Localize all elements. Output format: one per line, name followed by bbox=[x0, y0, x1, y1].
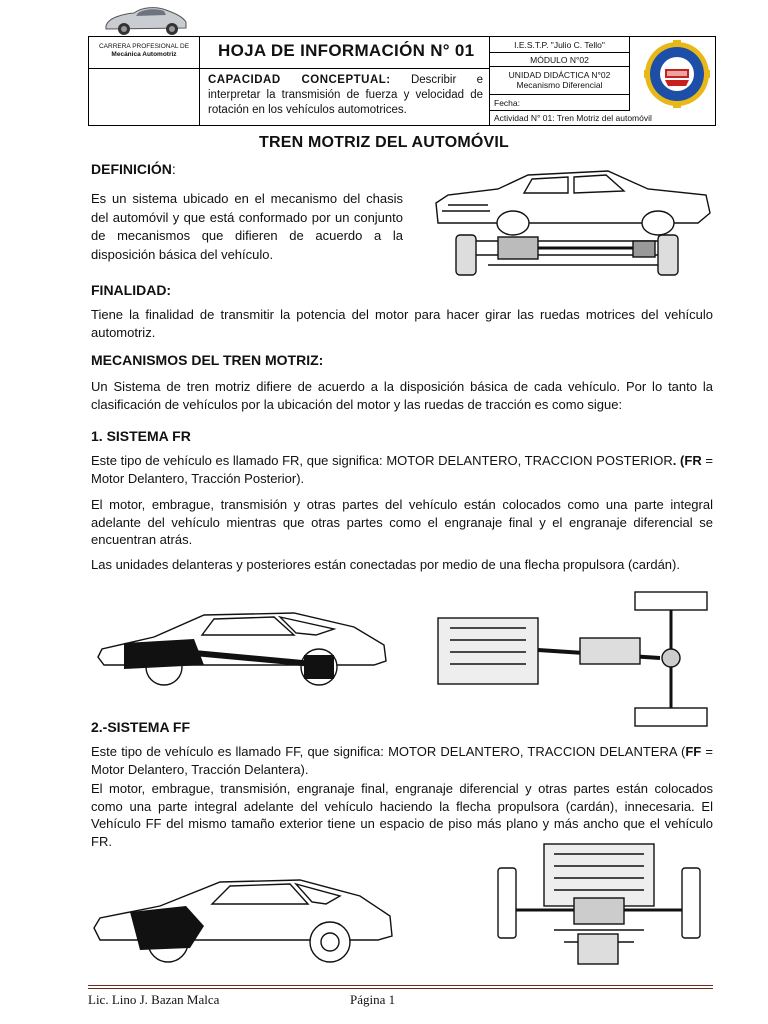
institute-cell bbox=[490, 37, 630, 53]
mecanismos-text: Un Sistema de tren motriz difiere de acuerdo a la disposición básica de cada vehículo. Por lo tanto la clasificación de vehículos por la ubicación del motor y las ruedas de tracción es como sigue: bbox=[91, 379, 713, 412]
fr-p1-b: . ( bbox=[672, 453, 685, 468]
footer-author: Lic. Lino J. Bazan Malca bbox=[88, 992, 220, 1007]
module-label: MÓDULO N°02 bbox=[530, 55, 589, 65]
institute-name: I.E.S.T.P. "Julio C. Tello" bbox=[514, 40, 605, 50]
finalidad-heading: FINALIDAD: bbox=[91, 282, 172, 298]
fr-paragraph-2: El motor, embrague, transmisión y otras partes del vehículo están colocados como una parte integral adelante del vehículo mientras que otras partes como el engranaje final y el engranaje diferencial se encuentran atrás. bbox=[91, 497, 713, 547]
module-cell bbox=[490, 53, 630, 67]
career-line2: Mecánica Automotriz bbox=[111, 51, 177, 58]
ff-paragraph-2: El motor, embrague, transmisión, engranaje final, engranaje diferencial y otras partes están colocados como una parte integral adelante del vehículo haciendo la flecha propulsora (cardán), innecesaria. El Vehículo FF del mismo tamaño exterior tiene un espacio de piso más plano y más ancho que el vehículo FR. bbox=[91, 781, 713, 849]
sheet-title-cell bbox=[200, 37, 490, 69]
ff-chassis-top-illustration bbox=[494, 838, 704, 978]
car-logo-icon bbox=[100, 2, 192, 38]
fr-car-side-illustration bbox=[94, 605, 394, 695]
career-cell-lower bbox=[89, 69, 200, 125]
activity-cell bbox=[490, 111, 715, 125]
sheet-title: HOJA DE INFORMACIÓN N° 01 bbox=[218, 41, 475, 60]
ff-p1-c: = Motor Delantero, Tracción Delantera). bbox=[91, 744, 713, 777]
career-cell bbox=[89, 37, 200, 69]
mecanismos-heading: MECANISMOS DEL TREN MOTRIZ: bbox=[91, 352, 324, 368]
unit-line1: UNIDAD DIDÁCTICA N°02 bbox=[508, 70, 611, 80]
date-cell bbox=[490, 95, 630, 111]
fr-p1-a: Este tipo de vehículo es llamado FR, que significa: MOTOR DELANTERO, TRACCION POSTERIOR bbox=[91, 453, 673, 468]
definicion-colon: : bbox=[171, 161, 176, 177]
ff-heading: 2.-SISTEMA FF bbox=[91, 719, 191, 735]
fr-p1-abbr: FR bbox=[684, 453, 702, 468]
activity-label: Actividad N° 01: Tren Motriz del automóvil bbox=[494, 113, 652, 123]
definicion-heading bbox=[91, 161, 176, 177]
footer-rule-inner bbox=[88, 988, 713, 989]
finalidad-text: Tiene la finalidad de transmitir la potencia del motor para hacer girar las ruedas motrices del vehículo automotriz. bbox=[91, 307, 713, 340]
fr-paragraph-1 bbox=[91, 452, 713, 487]
capacity-text: Describir e interpretar la transmisión de fuerza y velocidad de rotación en los vehículos automotrices. bbox=[208, 74, 483, 116]
definicion-text: Es un sistema ubicado en el mecanismo del chasis del automóvil y que está conformado por un conjunto de mecanismos que difieren de acuerdo a la disposición básica del vehículo. bbox=[91, 191, 403, 262]
unit-cell bbox=[490, 67, 630, 95]
fr-chassis-top-illustration bbox=[430, 590, 715, 730]
definicion-heading-text: DEFINICIÓN bbox=[91, 161, 172, 177]
career-line1: CARRERA PROFESIONAL DE bbox=[98, 43, 190, 50]
ff-paragraph-1 bbox=[91, 743, 713, 778]
ff-p1-abbr: FF bbox=[685, 744, 702, 759]
car-chassis-illustration bbox=[428, 165, 718, 290]
footer-rule bbox=[88, 985, 713, 986]
unit-line2: Mecanismo Diferencial bbox=[516, 80, 603, 90]
ff-p1-a: Este tipo de vehículo es llamado FF, que significa: MOTOR DELANTERO, TRACCION DELANTERA ( bbox=[91, 744, 686, 759]
header-table bbox=[88, 36, 716, 126]
date-label: Fecha: bbox=[494, 98, 520, 108]
capacity-cell bbox=[200, 69, 490, 125]
footer-page-number: Página 1 bbox=[350, 992, 396, 1007]
page-title: TREN MOTRIZ DEL AUTOMÓVIL bbox=[258, 134, 510, 151]
ff-car-side-illustration bbox=[90, 870, 400, 975]
fr-p1-c: = Motor Delantero, Tracción Posterior). bbox=[91, 453, 713, 486]
institute-seal-icon bbox=[644, 40, 710, 108]
fr-heading: 1. SISTEMA FR bbox=[91, 428, 191, 444]
fr-paragraph-3: Las unidades delanteras y posteriores están conectadas por medio de una flecha propulsora (cardán). bbox=[91, 557, 680, 572]
capacity-label: CAPACIDAD CONCEPTUAL: bbox=[208, 74, 391, 86]
